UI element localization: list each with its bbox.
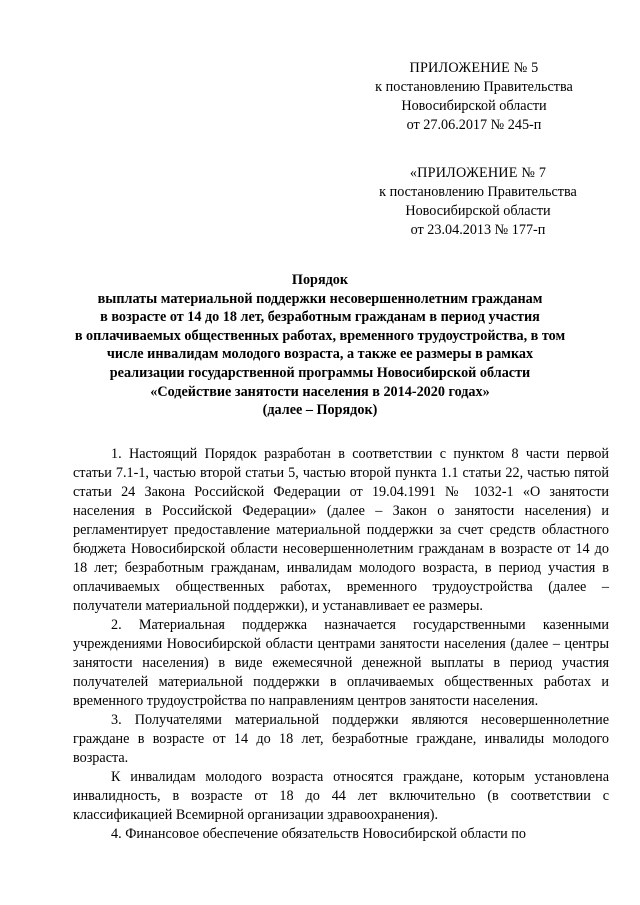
title-line-5: числе инвалидам молодого возраста, а также ее размеры в рамках — [106, 346, 534, 363]
appendix-7-line-3: от 23.04.2013 № 177-п — [410, 222, 546, 238]
appendix-7-heading: «ПРИЛОЖЕНИЕ № 7 — [409, 165, 547, 181]
appendix-5-line-3: от 27.06.2017 № 245-п — [406, 117, 542, 133]
document-body — [73, 445, 609, 844]
title-line-2: выплаты материальной поддержки несовершеннолетним гражданам — [97, 290, 543, 307]
appendix-7-header — [348, 164, 608, 240]
paragraph-4: К инвалидам молодого возраста относятся граждане, которым установлена инвалидность, в возрасте от 18 до 44 лет включительно (в соответствии с классификацией Всемирной организации здравоохранения). — [73, 769, 609, 823]
paragraph-2: 2. Материальная поддержка назначается государственными казенными учреждениями Новосибирской области центрами занятости населения (далее – центры занятости населения) в виде ежемесячной денежной выплаты в период участия получателей материальной поддержки в оплачиваемых общественных работах и временного трудоустройства по направлениям центров занятости населения. — [73, 617, 609, 709]
title-line-4: в оплачиваемых общественных работах, временного трудоустройства, в том — [74, 327, 566, 344]
appendix-5-heading: ПРИЛОЖЕНИЕ № 5 — [409, 60, 539, 76]
appendix-7-line-1: к постановлению Правительства — [379, 184, 577, 200]
title-line-1: Порядок — [291, 272, 349, 288]
document-title — [70, 271, 570, 420]
title-line-7: «Содействие занятости населения в 2014-2020 годах» — [150, 383, 490, 400]
title-line-3: в возрасте от 14 до 18 лет, безработным гражданам в период участия — [100, 309, 540, 326]
paragraph-1: 1. Настоящий Порядок разработан в соответствии с пунктом 8 части первой статьи 7.1-1, частью второй статьи 5, частью второй пункта 1.1 статьи 22, частью пятой статьи 24 Закона Российской Федерации от 19.04.1991 № 1032-1 «О занятости населения в Российской Федерации» (далее – Закон о занятости населения) и регламентирует предоставление материальной поддержки за счет средств областного бюджета Новосибирской области несовершеннолетним гражданам в возрасте от 14 до 18 лет; безработным гражданам, инвалидам молодого возраста, в период участия в оплачиваемых общественных работах, временного трудоустройства (далее – получатели материальной поддержки), и устанавливает ее размеры. — [73, 446, 609, 614]
appendix-5-header — [344, 59, 604, 135]
appendix-5-line-1: к постановлению Правительства — [375, 79, 573, 95]
title-line-6: реализации государственной программы Новосибирской области — [109, 364, 531, 381]
paragraph-5: 4. Финансовое обеспечение обязательств Новосибирской области по — [111, 826, 526, 842]
appendix-5-line-2: Новосибирской области — [401, 98, 547, 114]
title-line-8: (далее – Порядок) — [262, 402, 378, 419]
appendix-7-line-2: Новосибирской области — [405, 203, 551, 219]
paragraph-3: 3. Получателями материальной поддержки являются несовершеннолетние граждане в возрасте от 14 до 18 лет, безработные граждане, инвалиды молодого возраста. — [73, 712, 609, 766]
